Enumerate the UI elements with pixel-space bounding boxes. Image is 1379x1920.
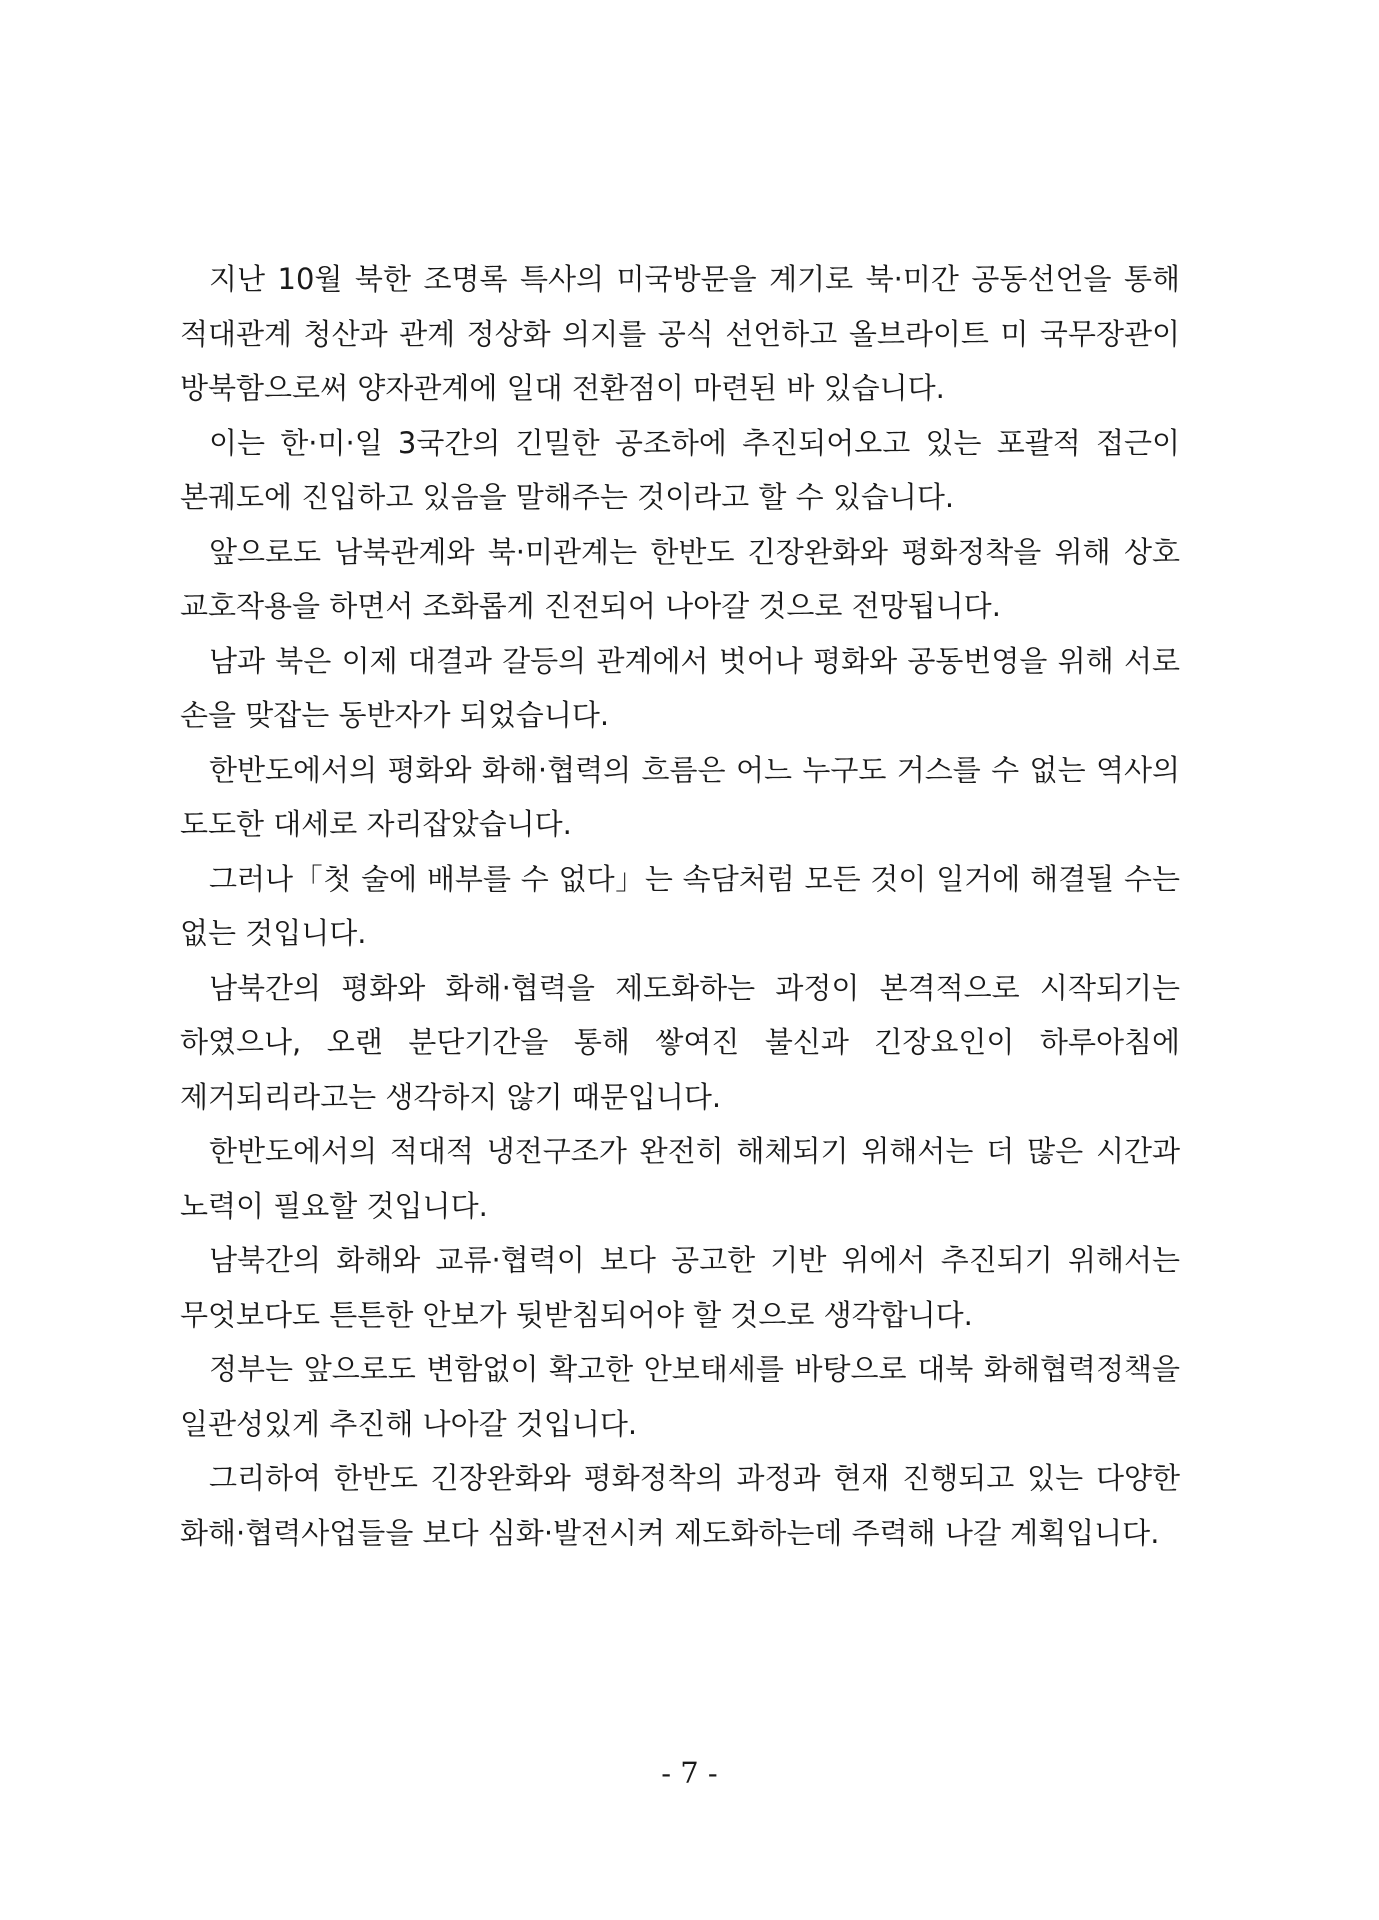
- paragraph-11: 그리하여 한반도 긴장완화와 평화정착의 과정과 현재 진행되고 있는 다양한 화해·협력사업들을 보다 심화·발전시켜 제도화하는데 주력해 나갈 계획입니다.: [180, 1461, 1180, 1550]
- paragraph-8: 한반도에서의 적대적 냉전구조가 완전히 해체되기 위해서는 더 많은 시간과 노력이 필요할 것입니다.: [180, 1134, 1180, 1223]
- paragraph-5: 한반도에서의 평화와 화해·협력의 흐름은 어느 누구도 거스를 수 없는 역사의 도도한 대세로 자리잡았습니다.: [180, 752, 1180, 841]
- body-text: [180, 252, 1180, 1560]
- paragraph-6: 그러나「첫 술에 배부를 수 없다」는 속담처럼 모든 것이 일거에 해결될 수는 없는 것입니다.: [180, 861, 1180, 950]
- page-number: - 7 -: [661, 1756, 718, 1790]
- paragraph-10: 정부는 앞으로도 변함없이 확고한 안보태세를 바탕으로 대북 화해협력정책을 일관성있게 추진해 나아갈 것입니다.: [180, 1352, 1180, 1441]
- paragraph-9: 남북간의 화해와 교류·협력이 보다 공고한 기반 위에서 추진되기 위해서는 무엇보다도 튼튼한 안보가 뒷받침되어야 할 것으로 생각합니다.: [180, 1243, 1180, 1332]
- paragraph-4: 남과 북은 이제 대결과 갈등의 관계에서 벗어나 평화와 공동번영을 위해 서로 손을 맞잡는 동반자가 되었습니다.: [180, 643, 1180, 732]
- paragraph-2: 이는 한·미·일 3국간의 긴밀한 공조하에 추진되어오고 있는 포괄적 접근이 본궤도에 진입하고 있음을 말해주는 것이라고 할 수 있습니다.: [180, 425, 1180, 514]
- paragraph-7: 남북간의 평화와 화해·협력을 제도화하는 과정이 본격적으로 시작되기는 하였으나, 오랜 분단기간을 통해 쌓여진 불신과 긴장요인이 하루아침에 제거되리라고는 생각하지 않기 때문입니다.: [180, 970, 1180, 1114]
- paragraph-3: 앞으로도 남북관계와 북·미관계는 한반도 긴장완화와 평화정착을 위해 상호 교호작용을 하면서 조화롭게 진전되어 나아갈 것으로 전망됩니다.: [180, 534, 1180, 623]
- paragraph-1: 지난 10월 북한 조명록 특사의 미국방문을 계기로 북·미간 공동선언을 통해 적대관계 청산과 관계 정상화 의지를 공식 선언하고 올브라이트 미 국무장관이 방북함으로써 양자관계에 일대 전환점이 마련된 바 있습니다.: [180, 262, 1180, 405]
